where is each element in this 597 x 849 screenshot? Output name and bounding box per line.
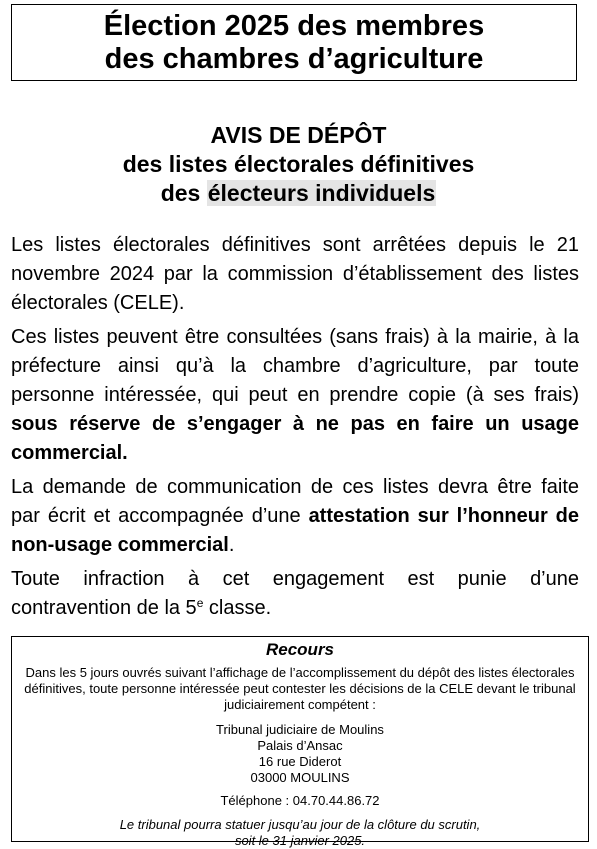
recours-intro: Dans les 5 jours ouvrés suivant l’affichage de l’accomplissement du dépôt des listes électorales définitives, toute personne intéressée peut contester les décisions de la CELE devant le tribunal judiciairement compétent : bbox=[24, 665, 576, 712]
note-line-2: soit le 31 janvier 2025. bbox=[234, 833, 366, 848]
address-line: Tribunal judiciaire de Moulins bbox=[216, 722, 384, 737]
notice-line-3-prefix: des bbox=[160, 180, 207, 206]
paragraph-4-text: Toute infraction à cet engagement est punie d’une contravention de la 5 bbox=[11, 568, 579, 619]
paragraph-3-end: . bbox=[228, 534, 235, 556]
paragraph-2-bold: sous réserve de s’engager à ne pas en faire un usage commercial. bbox=[11, 413, 579, 464]
paragraph-3 bbox=[11, 473, 579, 560]
recours-note bbox=[12, 817, 588, 849]
court-address bbox=[12, 722, 588, 786]
title-line-2: des chambres d’agriculture bbox=[104, 42, 484, 75]
note-line-1: Le tribunal pourra statuer jusqu’au jour de la clôture du scrutin, bbox=[119, 817, 481, 832]
paragraph-4-sup: e bbox=[196, 596, 204, 610]
notice-heading bbox=[0, 121, 597, 208]
phone-number: 04.70.44.86.72 bbox=[292, 793, 380, 808]
recours-title: Recours bbox=[265, 640, 335, 659]
paragraph-4 bbox=[11, 565, 579, 623]
address-line: Palais d’Ansac bbox=[257, 738, 343, 753]
paragraph-2 bbox=[11, 323, 579, 468]
paragraph-1: Les listes électorales définitives sont arrêtées depuis le 21 novembre 2024 par la commission d’établissement des listes électorales (CELE). bbox=[11, 234, 579, 314]
paragraph-2-text: Ces listes peuvent être consultées (sans frais) à la mairie, à la préfecture ainsi qu’à la chambre d’agriculture, par toute personne intéressée, qui peut en prendre copie (à ses frais) bbox=[11, 326, 579, 406]
notice-line-3 bbox=[0, 179, 597, 208]
paragraph-4-end: classe. bbox=[203, 597, 272, 619]
notice-line-1: AVIS DE DÉPÔT bbox=[210, 122, 387, 148]
phone-label: Téléphone : bbox=[220, 793, 293, 808]
paragraph-3-bold: attestation sur l’honneur de non-usage commercial bbox=[11, 505, 580, 556]
notice-body bbox=[11, 231, 579, 628]
notice-highlight: électeurs individuels bbox=[207, 180, 436, 206]
recours-box bbox=[11, 636, 589, 848]
notice-line-2: des listes électorales définitives bbox=[122, 151, 475, 177]
election-title-box bbox=[11, 4, 577, 81]
title-line-1: Élection 2025 des membres bbox=[103, 9, 485, 42]
address-line: 03000 MOULINS bbox=[250, 770, 350, 785]
phone-line bbox=[12, 793, 588, 809]
address-line: 16 rue Diderot bbox=[258, 754, 342, 769]
paragraph-3-text: La demande de communication de ces listes devra être faite par écrit et accompagnée d’une bbox=[11, 476, 579, 527]
